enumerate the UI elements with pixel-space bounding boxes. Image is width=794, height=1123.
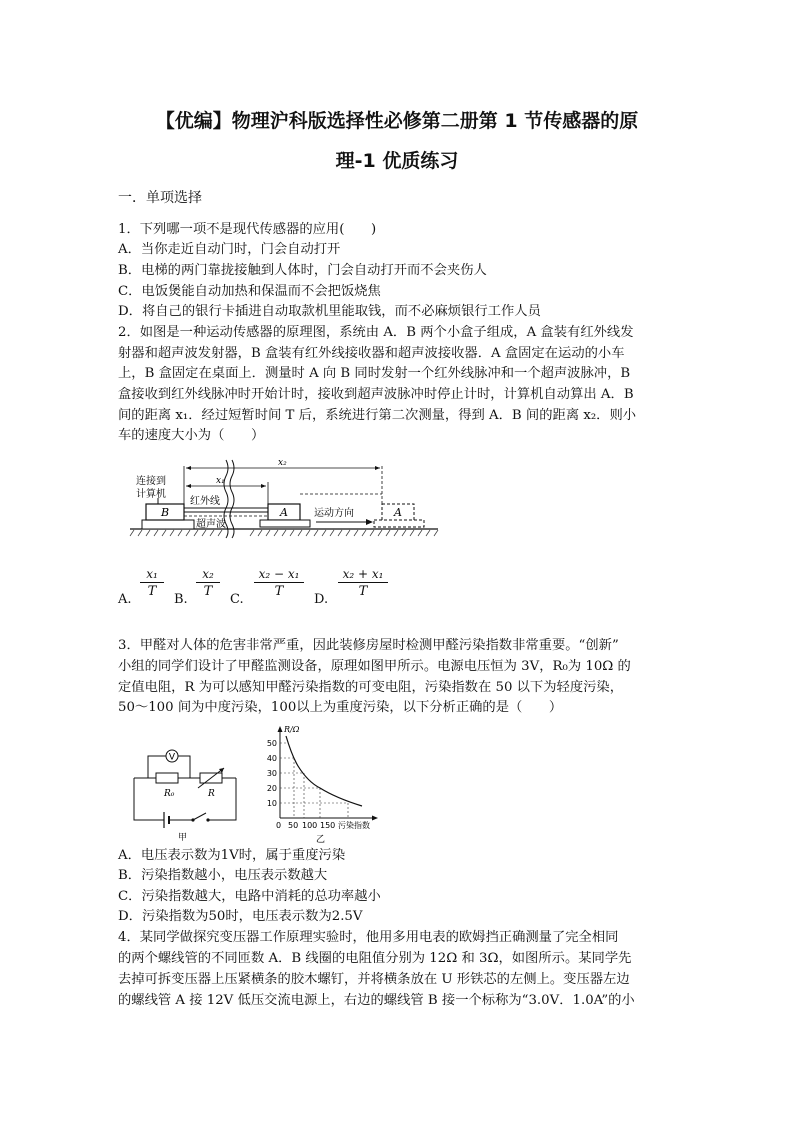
fraction-numerator: x₂ − x₁ xyxy=(254,566,304,583)
x-axis-label: 污染指数 xyxy=(338,821,370,830)
r-label: R xyxy=(208,789,215,799)
ultrasonic-label: 超声波 xyxy=(196,519,226,530)
infrared-label: 红外线 xyxy=(190,496,220,507)
q2-choice-c-letter: C. xyxy=(230,592,244,607)
x-tick: 150 xyxy=(320,821,336,830)
box-b-label: B xyxy=(160,506,170,519)
x1-label: x₁ xyxy=(216,476,225,486)
box-a-label: A xyxy=(280,506,288,519)
fraction-denominator: T xyxy=(358,584,368,599)
q3-option-d: D．污染指数为50时，电压表示数为2.5V xyxy=(118,909,363,924)
y-axis-label: R/Ω xyxy=(284,725,300,734)
x-tick: 0 xyxy=(276,821,282,830)
q2-choice-b-letter: B. xyxy=(174,592,188,607)
q4-line: 去掉可拆变压器上压紧横条的胶木螺钉，并将横条放在 U 形铁芯的左侧上。变压器左边 xyxy=(118,972,630,987)
y-tick: 50 xyxy=(266,739,277,748)
q2-choice-a-letter: A. xyxy=(118,592,132,607)
q1-option-b: B．电梯的两门靠拢接触到人体时，门会自动打开而不会夹伤人 xyxy=(118,263,487,278)
r0-label: R₀ xyxy=(164,789,175,799)
q4-line: 的两个螺线管的不同匝数 A．B 线圈的电阻值分别为 12Ω 和 3Ω，如图所示。某同学先 xyxy=(118,951,632,966)
q3-line: 小组的同学们设计了甲醛监测设备，原理如图甲所示。电源电压恒为 3V，R₀为 10Ω 的 xyxy=(118,659,631,674)
y-tick: 20 xyxy=(266,784,277,793)
q2-line: 射器和超声波发射器，B 盒装有红外线接收器和超声波接收器．A 盒固定在运动的小车 xyxy=(118,346,625,361)
q3-line: 3．甲醛对人体的危害非常严重，因此装修房屋时检测甲醛污染指数非常重要。“创新” xyxy=(118,638,619,653)
q1-option-a: A．当你走近自动门时，门会自动打开 xyxy=(118,242,341,257)
document-title-line-1: 【优编】物理沪科版选择性必修第二册第 1 节传感器的原 xyxy=(155,110,639,132)
figure-yi-label: 乙 xyxy=(316,835,326,845)
q2-choice-b-fraction xyxy=(196,566,220,601)
q3-option-c: C．污染指数越大，电路中消耗的总功率越小 xyxy=(118,889,381,904)
fraction-numerator: x₁ xyxy=(140,566,164,583)
direction-label: 运动方向 xyxy=(314,508,354,519)
fraction-denominator: T xyxy=(203,584,213,599)
q2-choice-d-fraction xyxy=(338,566,388,601)
q2-line: 车的速度大小为（ ） xyxy=(118,428,265,443)
q2-line: 2．如图是一种运动传感器的原理图，系统由 A．B 两个小盒子组成，A 盒装有红外线发 xyxy=(118,325,634,340)
x-tick: 50 xyxy=(288,821,299,830)
computer-label-1: 连接到 xyxy=(136,476,166,487)
circuit-figure xyxy=(130,740,242,844)
q3-line: 定值电阻，R 为可以感知甲醛污染指数的可变电阻，污染指数在 50 以下为轻度污染， xyxy=(118,680,624,695)
x-tick: 100 xyxy=(302,821,318,830)
q1-option-c: C．电饭煲能自动加热和保温而不会把饭烧焦 xyxy=(118,284,381,299)
computer-label-2: 计算机 xyxy=(136,489,166,500)
q1-stem: 1．下列哪一项不是现代传感器的应用( ) xyxy=(118,222,377,237)
y-tick: 40 xyxy=(266,754,277,763)
resistance-curve xyxy=(286,736,362,806)
q3-option-a: A．电压表示数为1V时，属于重度污染 xyxy=(118,848,346,863)
box-a2-label: A xyxy=(394,506,402,519)
voltmeter-label: V xyxy=(168,752,176,763)
x2-label: x₂ xyxy=(278,458,287,468)
q2-line: 盒接收到红外线脉冲时开始计时，接收到超声波脉冲时停止计时，计算机自动算出 A．B xyxy=(118,387,634,402)
q2-choice-a-fraction xyxy=(140,566,164,601)
resistance-curve-figure xyxy=(258,722,388,846)
q4-line: 4．某同学做探究变压器工作原理实验时，他用多用电表的欧姆挡正确测量了完全相同 xyxy=(118,930,619,945)
y-tick: 10 xyxy=(266,799,277,808)
document-title-line-2: 理-1 优质练习 xyxy=(335,150,459,172)
figure-jia-label: 甲 xyxy=(178,833,188,843)
resistor-r0 xyxy=(156,773,178,783)
fraction-denominator: T xyxy=(274,584,284,599)
q4-line: 的螺线管 A 接 12V 低压交流电源上，右边的螺线管 B 接一个标称为“3.0V．1.0A”的小 xyxy=(118,993,635,1008)
q1-option-d: D．将自己的银行卡插进自动取款机里能取钱，而不必麻烦银行工作人员 xyxy=(118,304,541,319)
fraction-numerator: x₂ + x₁ xyxy=(338,566,388,583)
fraction-denominator: T xyxy=(147,584,157,599)
y-tick: 30 xyxy=(266,769,277,778)
q2-choice-d-letter: D. xyxy=(314,592,329,607)
fraction-numerator: x₂ xyxy=(196,566,220,583)
q2-choice-c-fraction xyxy=(254,566,304,601)
q2-line: 上，B 盒固定在桌面上．测量时 A 向 B 同时发射一个红外线脉冲和一个超声波脉冲，B xyxy=(118,366,631,381)
q3-line: 50～100 间为中度污染，100以上为重度污染，以下分析正确的是（ ） xyxy=(118,700,563,715)
q2-line: 间的距离 x₁．经过短暂时间 T 后，系统进行第二次测量，得到 A．B 间的距离 x₂．则小 xyxy=(118,408,637,423)
q3-option-b: B．污染指数越小，电压表示数越大 xyxy=(118,868,328,883)
section-heading: 一．单项选择 xyxy=(118,190,202,206)
motion-sensor-figure xyxy=(128,454,440,548)
